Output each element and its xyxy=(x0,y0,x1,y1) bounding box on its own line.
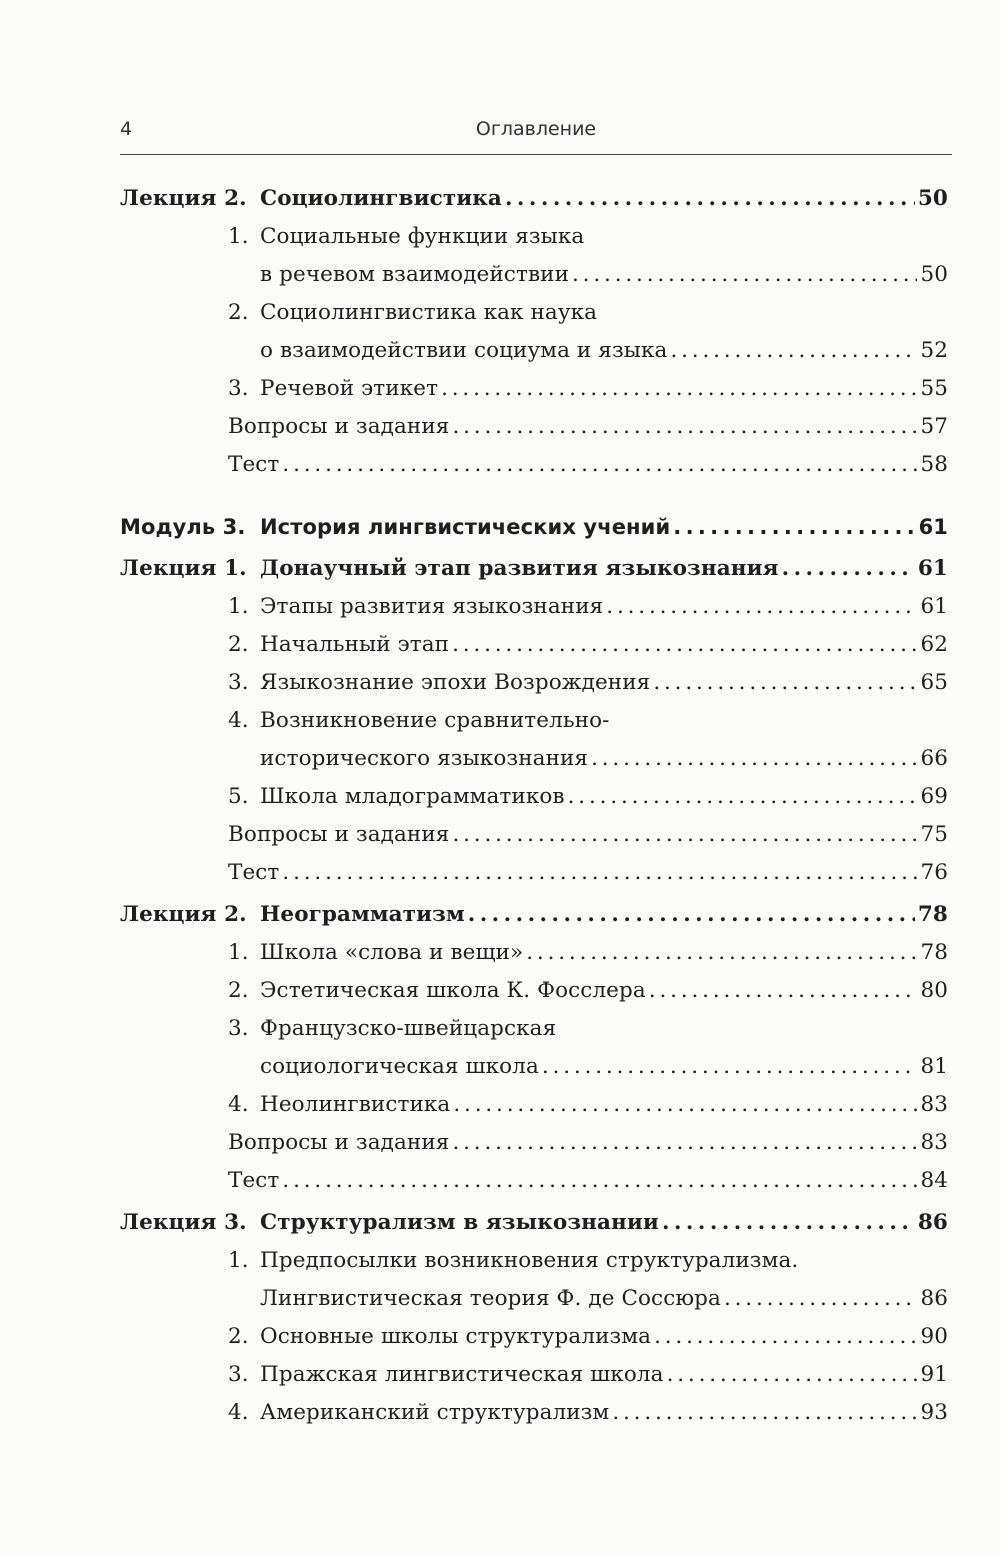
page-ref: 75 xyxy=(920,822,948,847)
leader-dots xyxy=(653,664,917,702)
item-title: Пражская лингвистическая школа xyxy=(260,1362,664,1387)
page-ref: 83 xyxy=(920,1092,948,1117)
toc-questions[interactable] xyxy=(120,816,948,854)
item-title-cont: исторического языкознания xyxy=(260,746,589,771)
page-ref: 58 xyxy=(920,452,948,477)
item-title: Предпосылки возникновения структурализма. xyxy=(260,1248,799,1273)
table-of-contents xyxy=(120,180,948,1432)
item-number: 1. xyxy=(228,594,249,619)
toc-lecture-3[interactable] xyxy=(120,1204,948,1242)
toc-item[interactable] xyxy=(120,1356,948,1394)
page-ref: 91 xyxy=(920,1362,948,1387)
toc-lecture-2-neogrammatism[interactable] xyxy=(120,896,948,934)
page-ref: 52 xyxy=(920,338,948,363)
page-ref: 55 xyxy=(920,376,948,401)
leader-dots xyxy=(452,408,917,446)
toc-item[interactable] xyxy=(120,1394,948,1432)
page-header xyxy=(120,116,952,156)
toc-item[interactable] xyxy=(120,370,948,408)
page-ref: 86 xyxy=(920,1286,948,1311)
leader-dots xyxy=(452,1124,917,1162)
toc-test[interactable] xyxy=(120,854,948,892)
leader-dots xyxy=(673,508,915,546)
item-number: 3. xyxy=(228,1016,249,1041)
item-title: Этапы развития языкознания xyxy=(260,594,604,619)
leader-dots xyxy=(782,550,915,588)
page-ref: 90 xyxy=(920,1324,948,1349)
item-title: Тест xyxy=(228,860,280,885)
item-number: 5. xyxy=(228,784,249,809)
item-title: Французско-швейцарская xyxy=(260,1016,557,1041)
leader-dots xyxy=(526,934,917,972)
leader-dots xyxy=(667,1356,918,1394)
toc-questions[interactable] xyxy=(120,408,948,446)
item-title: Вопросы и задания xyxy=(228,822,450,847)
lecture-title: Донаучный этап развития языкознания xyxy=(260,556,779,581)
item-number: 4. xyxy=(228,1400,249,1425)
lecture-label: Лекция 2. xyxy=(120,902,247,927)
leader-dots xyxy=(505,180,915,218)
toc-module-3[interactable] xyxy=(120,508,948,546)
item-number: 4. xyxy=(228,708,249,733)
leader-dots xyxy=(572,256,917,294)
toc-item[interactable] xyxy=(120,1242,948,1318)
item-title: Эстетическая школа К. Фосслера xyxy=(260,978,646,1003)
page-ref: 66 xyxy=(920,746,948,771)
leader-dots xyxy=(453,1086,917,1124)
module-title: История лингвистических учений xyxy=(260,515,671,539)
leader-dots xyxy=(282,446,917,484)
lecture-label: Лекция 2. xyxy=(120,186,247,211)
item-title-cont: Лингвистическая теория Ф. де Соссюра xyxy=(260,1286,721,1311)
toc-item[interactable] xyxy=(120,702,948,778)
page-ref: 78 xyxy=(920,940,948,965)
toc-questions[interactable] xyxy=(120,1124,948,1162)
leader-dots xyxy=(452,816,917,854)
page-ref: 83 xyxy=(920,1130,948,1155)
leader-dots xyxy=(441,370,917,408)
item-title: Вопросы и задания xyxy=(228,1130,450,1155)
page-ref: 50 xyxy=(920,262,948,287)
page-ref: 61 xyxy=(920,594,948,619)
item-number: 3. xyxy=(228,1362,249,1387)
page-title: Оглавление xyxy=(475,118,597,140)
toc-test[interactable] xyxy=(120,446,948,484)
item-title: Школа «слова и вещи» xyxy=(260,940,524,965)
item-title: Речевой этикет xyxy=(260,376,439,401)
item-title: Школа младограмматиков xyxy=(260,784,565,809)
page-ref: 86 xyxy=(917,1210,948,1235)
toc-item[interactable] xyxy=(120,972,948,1010)
item-title: Американский структурализм xyxy=(260,1400,610,1425)
item-title: Тест xyxy=(228,1168,280,1193)
page-number: 4 xyxy=(120,118,133,140)
leader-dots xyxy=(724,1280,918,1318)
item-number: 1. xyxy=(228,224,249,249)
toc-lecture-1[interactable] xyxy=(120,550,948,588)
page-ref: 80 xyxy=(920,978,948,1003)
toc-test[interactable] xyxy=(120,1162,948,1200)
leader-dots xyxy=(568,778,918,816)
toc-item[interactable] xyxy=(120,934,948,972)
lecture-title: Неограмматизм xyxy=(260,902,465,927)
leader-dots xyxy=(654,1318,917,1356)
page-ref: 93 xyxy=(920,1400,948,1425)
item-title: Начальный этап xyxy=(260,632,450,657)
item-number: 2. xyxy=(228,300,249,325)
leader-dots xyxy=(649,972,918,1010)
toc-item[interactable] xyxy=(120,664,948,702)
toc-item[interactable] xyxy=(120,588,948,626)
toc-item[interactable] xyxy=(120,218,948,294)
page-ref: 69 xyxy=(920,784,948,809)
toc-item[interactable] xyxy=(120,1318,948,1356)
item-number: 2. xyxy=(228,632,249,657)
item-title-cont: в речевом взаимодействии xyxy=(260,262,570,287)
item-title: Языкознание эпохи Возрождения xyxy=(260,670,651,695)
toc-item[interactable] xyxy=(120,626,948,664)
toc-item[interactable] xyxy=(120,1086,948,1124)
item-title: Социолингвистика как наука xyxy=(260,300,598,325)
item-title: Социальные функции языка xyxy=(260,224,585,249)
page-ref: 57 xyxy=(920,414,948,439)
toc-item[interactable] xyxy=(120,778,948,816)
page-ref: 78 xyxy=(917,902,948,927)
leader-dots xyxy=(452,626,917,664)
item-number: 1. xyxy=(228,940,249,965)
item-number: 4. xyxy=(228,1092,249,1117)
page-ref: 81 xyxy=(920,1054,948,1079)
item-number: 3. xyxy=(228,376,249,401)
item-title-cont: социологическая школа xyxy=(260,1054,539,1079)
module-label: Модуль 3. xyxy=(120,515,246,539)
toc-item[interactable] xyxy=(120,1010,948,1086)
page-ref: 76 xyxy=(920,860,948,885)
lecture-label: Лекция 3. xyxy=(120,1210,247,1235)
page-ref: 61 xyxy=(918,515,948,539)
toc-item[interactable] xyxy=(120,294,948,370)
page-ref: 61 xyxy=(917,556,948,581)
lecture-label: Лекция 1. xyxy=(120,556,247,581)
leader-dots xyxy=(468,896,915,934)
lecture-title: Структурализм в языкознании xyxy=(260,1210,659,1235)
leader-dots xyxy=(606,588,917,626)
item-number: 1. xyxy=(228,1248,249,1273)
leader-dots xyxy=(612,1394,917,1432)
item-title: Вопросы и задания xyxy=(228,414,450,439)
item-title: Неолингвистика xyxy=(260,1092,451,1117)
item-number: 3. xyxy=(228,670,249,695)
toc-lecture-2-sociolinguistics[interactable] xyxy=(120,180,948,218)
page-ref: 50 xyxy=(917,186,948,211)
leader-dots xyxy=(282,854,917,892)
page-ref: 62 xyxy=(920,632,948,657)
item-title: Возникновение сравнительно- xyxy=(260,708,610,733)
leader-dots xyxy=(591,740,917,778)
leader-dots xyxy=(282,1162,917,1200)
item-title: Тест xyxy=(228,452,280,477)
leader-dots xyxy=(542,1048,918,1086)
item-title: Основные школы структурализма xyxy=(260,1324,652,1349)
page-ref: 84 xyxy=(920,1168,948,1193)
item-number: 2. xyxy=(228,978,249,1003)
item-title-cont: о взаимодействии социума и языка xyxy=(260,338,668,363)
header-rule xyxy=(120,154,952,155)
leader-dots xyxy=(670,332,917,370)
page-ref: 65 xyxy=(920,670,948,695)
lecture-title: Социолингвистика xyxy=(260,186,502,211)
leader-dots xyxy=(662,1204,915,1242)
item-number: 2. xyxy=(228,1324,249,1349)
